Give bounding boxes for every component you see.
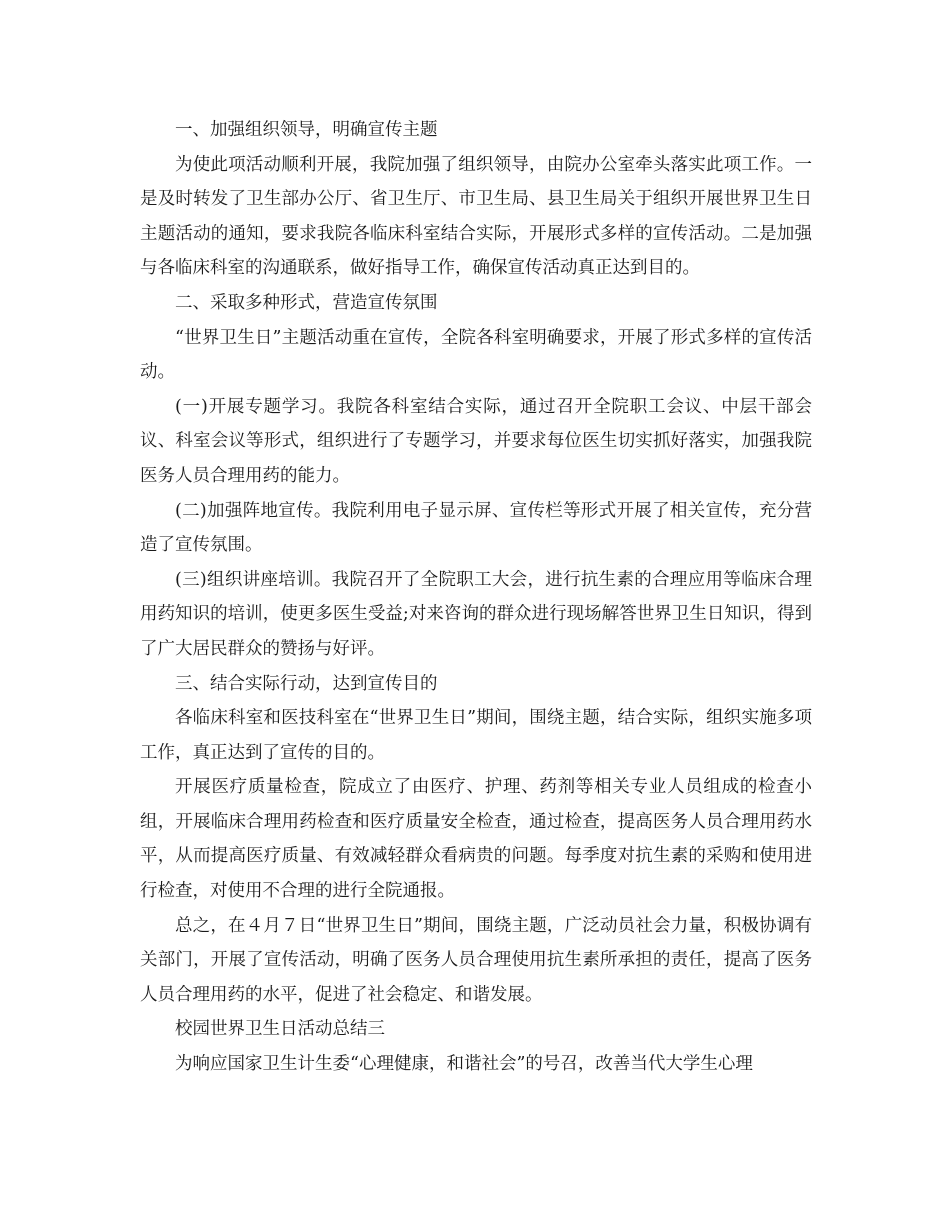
paragraph-front-publicity: (二)加强阵地宣传。我院利用电子显示屏、宣传栏等形式开展了相关宣传，充分营造了宣传氛围。 — [140, 500, 812, 556]
paragraph-organization: 为使此项活动顺利开展，我院加强了组织领导，由院办公室牵头落实此项工作。一是及时转发了卫生部办公厅、省卫生厅、市卫生局、县卫生局关于组织开展世界卫生日主题活动的通知，要求我院各临床科室结合实际，开展形式多样的宣传活动。二是加强与各临床科室的沟通联系，做好指导工作，确保宣传活动真正达到目的。 — [140, 154, 812, 279]
section-heading-2: 二、采取多种形式，营造宣传氛围 — [175, 292, 438, 313]
paragraph-lecture-training: (三)组织讲座培训。我院召开了全院职工大会，进行抗生素的合理应用等临床合理用药知识的培训，使更多医生受益;对来咨询的群众进行现场解答世界卫生日知识，得到了广大居民群众的赞扬与好评。 — [140, 569, 812, 659]
paragraph-departments: 各临床科室和医技科室在“世界卫生日”期间，围绕主题，结合实际，组织实施多项工作，真正达到了宣传的目的。 — [140, 708, 812, 763]
section-title-campus: 校园世界卫生日活动总结三 — [175, 1019, 385, 1040]
document-body — [140, 113, 812, 1082]
paragraph-summary: 总之，在４月７日“世界卫生日”期间，围绕主题，广泛动员社会力量，积极协调有关部门，开展了宣传活动，明确了医务人员合理使用抗生素所承担的责任，提高了医务人员合理用药的水平，促进了社会稳定、和谐发展。 — [140, 915, 812, 1005]
paragraph-campus-intro: 为响应国家卫生计生委“心理健康，和谐社会”的号召，改善当代大学生心理 — [175, 1054, 753, 1075]
section-heading-1: 一、加强组织领导，明确宣传主题 — [175, 120, 438, 140]
paragraph-publicity-intro: “世界卫生日”主题活动重在宣传，全院各科室明确要求，开展了形式多样的宣传活动。 — [140, 327, 812, 383]
section-heading-3: 三、结合实际行动，达到宣传目的 — [175, 673, 438, 694]
paragraph-quality-check: 开展医疗质量检查，院成立了由医疗、护理、药剂等相关专业人员组成的检查小组，开展临床合理用药检查和医疗质量安全检查，通过检查，提高医务人员合理用药水平，从而提高医疗质量、有效减轻群众看病贵的问题。每季度对抗生素的采购和使用进行检查，对使用不合理的进行全院通报。 — [140, 777, 812, 902]
paragraph-study: (一)开展专题学习。我院各科室结合实际，通过召开全院职工会议、中层干部会议、科室会议等形式，组织进行了专题学习，并要求每位医生切实抓好落实，加强我院医务人员合理用药的能力。 — [140, 396, 812, 486]
